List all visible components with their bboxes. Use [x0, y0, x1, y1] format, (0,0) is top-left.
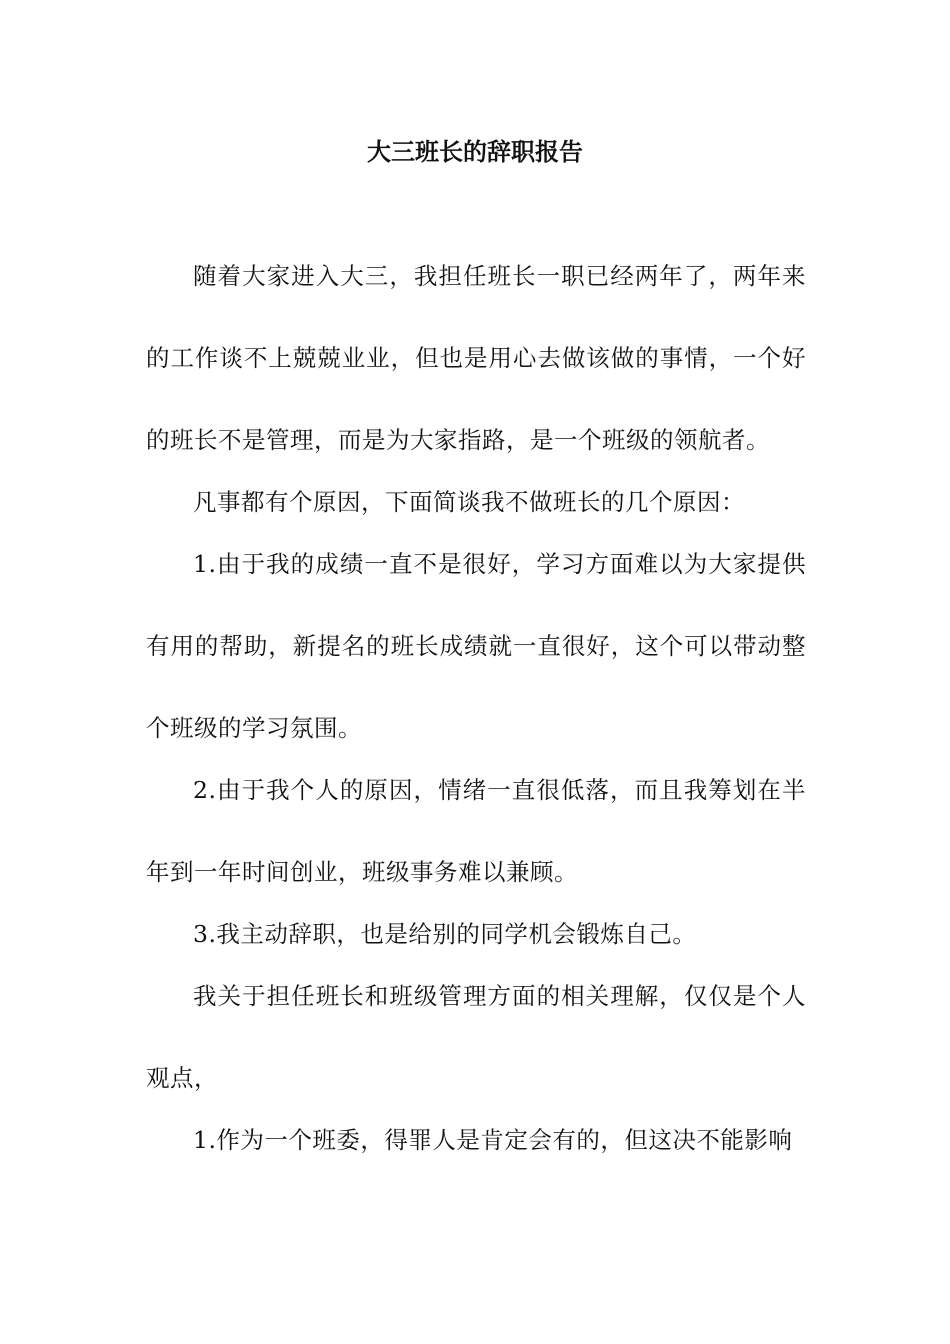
paragraph-reasons-heading: 凡事都有个原因，下面简谈我不做班长的几个原因： — [193, 488, 745, 516]
document-body — [146, 255, 806, 1181]
paragraph-views-heading: 我关于担任班长和班级管理方面的相关理解，仅仅是个人观点， — [146, 982, 806, 1092]
paragraph-view-1: 1.作为一个班委，得罪人是肯定会有的，但这决不能影响 — [193, 1126, 793, 1154]
paragraph-reason-2: 2.由于我个人的原因，情绪一直很低落，而且我筹划在半年到一年时间创业，班级事务难以兼顾。 — [146, 776, 806, 886]
paragraph-reason-3: 3.我主动辞职，也是给别的同学机会锻炼自己。 — [193, 920, 697, 948]
paragraph-reason-1: 1.由于我的成绩一直不是很好，学习方面难以为大家提供有用的帮助，新提名的班长成绩就一直很好，这个可以带动整个班级的学习氛围。 — [146, 550, 806, 742]
document-title: 大三班长的辞职报告 — [367, 137, 583, 166]
paragraph-intro: 随着大家进入大三，我担任班长一职已经两年了，两年来的工作谈不上兢兢业业，但也是用心去做该做的事情，一个好的班长不是管理，而是为大家指路，是一个班级的领航者。 — [146, 262, 806, 454]
